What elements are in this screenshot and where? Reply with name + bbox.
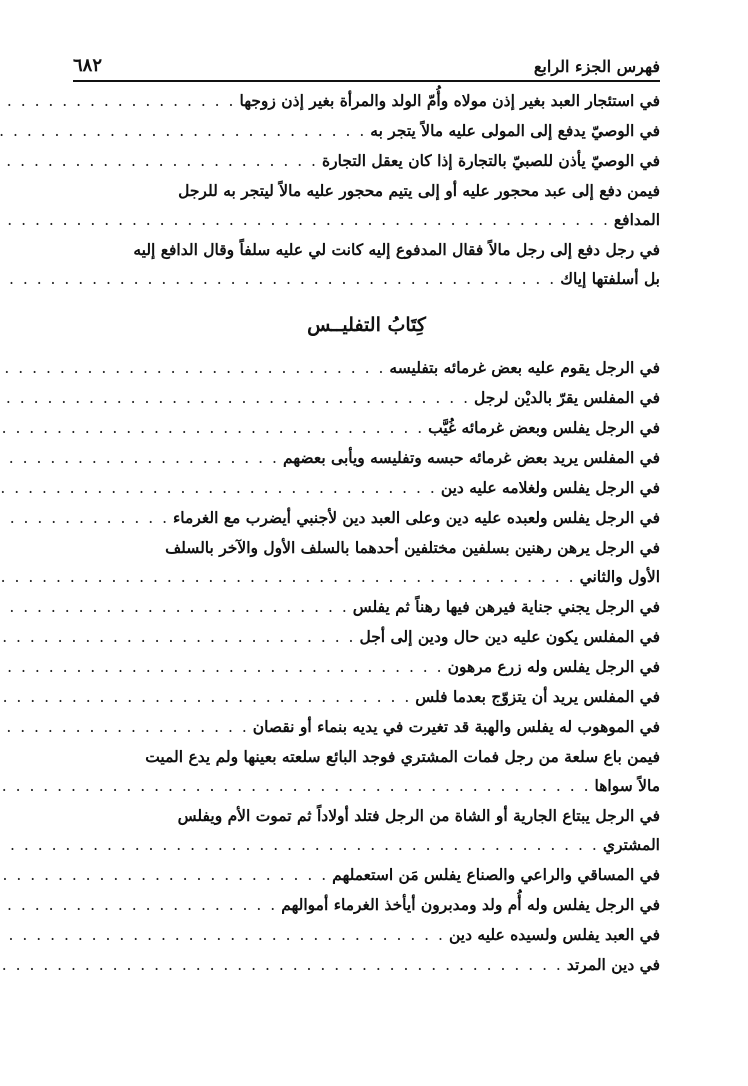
toc-leader-dots — [0, 206, 610, 235]
toc-leader-dots — [0, 504, 169, 533]
toc-entry-title: في المفلس يريد بعض غرمائه حبسه وتفليسه ويأبى بعضهم — [282, 448, 660, 467]
toc-entry-row — [73, 146, 660, 176]
toc-entry-title: في المساقي والراعي والصناع يفلس مَن استعملهم — [332, 865, 660, 884]
toc-leader-dots — [0, 772, 591, 801]
toc-entry-row — [73, 562, 660, 592]
toc-leader-dots — [0, 384, 470, 413]
toc-leader-dots — [0, 147, 318, 176]
toc-entry-row — [73, 264, 660, 294]
toc-entry-title: في الوصيّ يأذن للصبيّ بالتجارة إذا كان يعقل التجارة — [321, 151, 660, 170]
toc-entry-title: في الرجل يقوم عليه بعض غرمائه بتفليسه — [389, 358, 660, 377]
toc-entry-row — [73, 353, 660, 383]
toc-entry-title: في الموهوب له يفلس والهبة قد تغيرت في يديه بنماء أو نقصان — [252, 717, 660, 736]
toc-leader-dots — [0, 414, 424, 443]
section-title: كِتَابُ التفليــس — [307, 314, 426, 336]
toc-leader-dots — [0, 831, 599, 860]
toc-leader-dots — [0, 713, 249, 742]
toc-entry-title: مالاً سواها — [594, 776, 660, 795]
toc-leader-dots — [0, 117, 366, 146]
toc-entry — [73, 443, 660, 473]
toc-entry-title: المشتري — [602, 835, 660, 854]
toc-entry-title: في المفلس يكون عليه دين حال ودين إلى أجل — [359, 627, 660, 646]
toc-entry — [73, 176, 660, 235]
toc-entry-title: في الرجل يجني جناية فيرهن فيها رهناً ثم يفلس — [352, 597, 660, 616]
toc-entry-title: في الرجل يفلس ولعبده عليه دين وعلى العبد دين لأجنبي أيضرب مع الغرماء — [173, 508, 660, 527]
toc-leader-dots — [0, 623, 355, 652]
toc-entry — [73, 353, 660, 383]
toc-entry — [73, 742, 660, 801]
toc-entry-title: في الرجل يفلس وله زرع مرهون — [447, 657, 660, 676]
toc-entry — [73, 801, 660, 860]
toc-leader-dots — [0, 563, 576, 592]
toc-leader-dots — [0, 683, 411, 712]
toc-entry — [73, 860, 660, 890]
toc-leader-dots — [0, 593, 349, 622]
toc-entry — [73, 712, 660, 742]
toc-entry-title: المدافع — [613, 210, 660, 229]
toc-entry-row — [73, 413, 660, 443]
toc-entry-line: في الرجل يرهن رهنين بسلفين مختلفين أحدهما بالسلف الأول والآخر بالسلف — [165, 538, 660, 557]
toc-entry-title: بل أسلفتها إياك — [560, 269, 660, 288]
toc-entry-row — [73, 920, 660, 950]
toc-entry-row — [73, 950, 660, 980]
toc-entry — [73, 682, 660, 712]
toc-leader-dots — [0, 87, 235, 116]
toc-content — [73, 86, 660, 980]
toc-entry-row — [73, 383, 660, 413]
toc-entry-row — [73, 830, 660, 860]
toc-entry — [73, 383, 660, 413]
toc-entry — [73, 920, 660, 950]
toc-entry-title: في الوصيّ يدفع إلى المولى عليه مالاً يتجر به — [370, 121, 660, 140]
toc-leader-dots — [0, 951, 563, 980]
toc-entry-line: في رجل دفع إلى رجل مالاً فقال المدفوع إليه كانت لي عليه سلفاً وقال الدافع إليه — [133, 240, 660, 259]
running-header — [73, 40, 660, 82]
toc-entry-title: في الرجل يفلس وبعض غرمائه غُيَّب — [428, 418, 660, 437]
toc-entry — [73, 652, 660, 682]
toc-leader-dots — [0, 354, 385, 383]
toc-entry-title: في المفلس يقرّ بالديْن لرجل — [474, 388, 660, 407]
toc-entry-title: في الرجل يفلس وله أُم ولد ومدبرون أيأخذ الغرماء أموالهم — [281, 895, 660, 914]
toc-entry-title: الأول والثاني — [579, 567, 660, 586]
toc-entry-row — [73, 116, 660, 146]
toc-entry-row — [73, 205, 660, 235]
toc-leader-dots — [0, 891, 277, 920]
toc-entry-row — [73, 771, 660, 801]
toc-entry-line: فيمن باع سلعة من رجل فمات المشتري فوجد البائع سلعته بعينها ولم يدع الميت — [145, 747, 660, 766]
toc-entry — [73, 86, 660, 116]
toc-leader-dots — [0, 921, 445, 950]
toc-entry — [73, 116, 660, 146]
toc-entry-row — [73, 443, 660, 473]
header-title: فهرس الجزء الرابع — [533, 57, 660, 76]
toc-leader-dots — [0, 265, 556, 294]
toc-block-1 — [73, 86, 660, 294]
toc-entry-title: في العبد يفلس ولسيده عليه دين — [448, 925, 660, 944]
toc-entry — [73, 503, 660, 533]
toc-entry-row — [73, 682, 660, 712]
toc-entry — [73, 235, 660, 294]
toc-entry-row — [73, 652, 660, 682]
toc-entry-row — [73, 86, 660, 116]
toc-entry-title: في دين المرتد — [566, 955, 660, 974]
toc-entry — [73, 890, 660, 920]
header-page-number: ٦٨٢ — [73, 55, 103, 76]
toc-entry-row — [73, 712, 660, 742]
toc-entry — [73, 950, 660, 980]
toc-entry — [73, 622, 660, 652]
toc-entry-row — [73, 473, 660, 503]
toc-leader-dots — [0, 474, 437, 503]
toc-entry-title: في استئجار العبد بغير إذن مولاه وأُمّ الولد والمرأة بغير إذن زوجها — [239, 91, 660, 110]
toc-entry-row — [73, 622, 660, 652]
toc-leader-dots — [0, 861, 328, 890]
toc-entry-line: فيمن دفع إلى عبد محجور عليه أو إلى يتيم محجور عليه مالاً ليتجر به للرجل — [178, 181, 660, 200]
toc-entry — [73, 146, 660, 176]
toc-entry-line: في الرجل يبتاع الجارية أو الشاة من الرجل فتلد أولاداً ثم تموت الأم ويفلس — [177, 806, 660, 825]
toc-block-2 — [73, 353, 660, 980]
toc-entry — [73, 413, 660, 443]
toc-entry — [73, 592, 660, 622]
toc-leader-dots — [0, 653, 444, 682]
toc-entry-row — [73, 503, 660, 533]
toc-entry-row — [73, 890, 660, 920]
toc-entry — [73, 533, 660, 592]
toc-entry-row — [73, 860, 660, 890]
toc-entry-row — [73, 592, 660, 622]
toc-entry — [73, 473, 660, 503]
toc-leader-dots — [0, 444, 279, 473]
toc-entry-title: في الرجل يفلس ولغلامه عليه دين — [440, 478, 660, 497]
toc-entry-title: في المفلس يريد أن يتزوّج بعدما فلس — [415, 687, 660, 706]
